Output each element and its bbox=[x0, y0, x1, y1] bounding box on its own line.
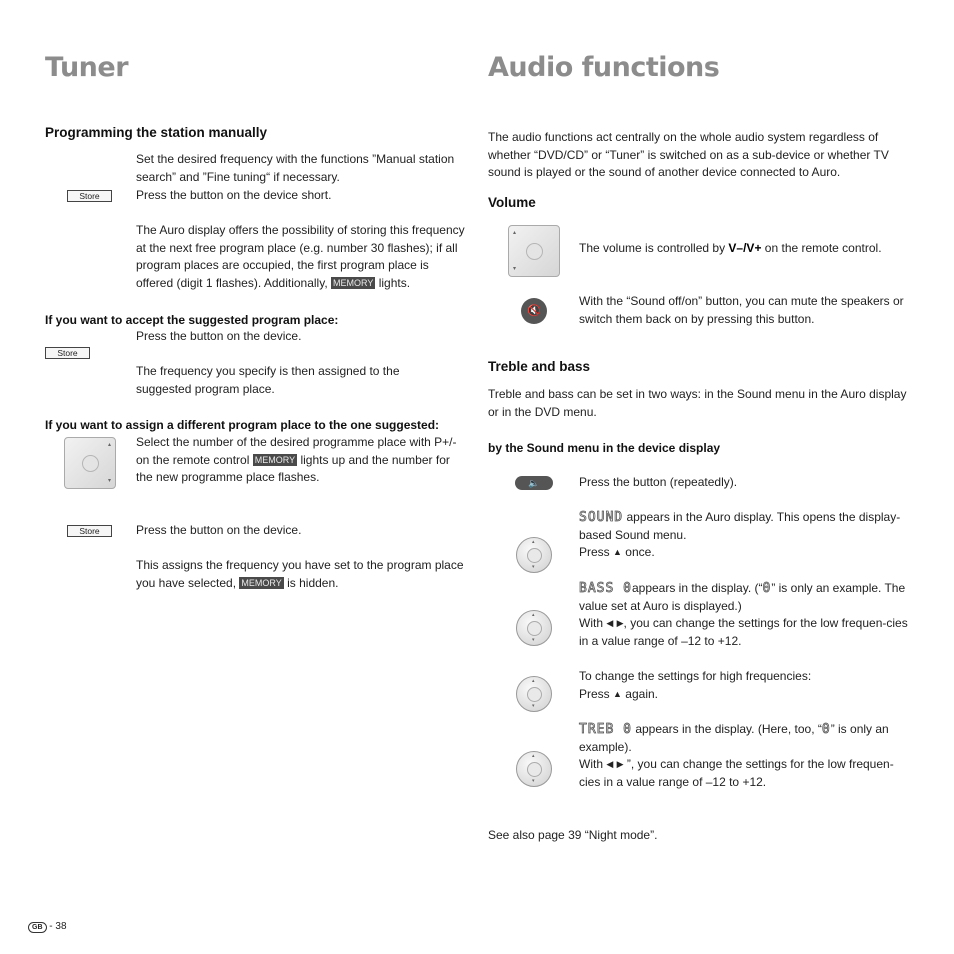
para-auro-display-b: lights. bbox=[378, 275, 411, 290]
treble-bass-heading: Treble and bass bbox=[488, 359, 591, 374]
speaker-icon: 🔈 bbox=[528, 478, 540, 488]
treb-text-a: appears in the display. (Here, too, “ bbox=[635, 722, 822, 736]
remote-ok-button bbox=[527, 548, 542, 563]
treble-bass-text: Treble and bass can be set in two ways: in the Sound menu in the Auro display or in the DVD menu. bbox=[488, 387, 907, 419]
press-short-text: Press the button on the device short. bbox=[136, 188, 332, 202]
treb-with-text: ”, you can change the settings for the low frequen-cies in a value range of –12 to +12. bbox=[579, 757, 894, 789]
audio-functions-title: Audio functions bbox=[488, 52, 720, 83]
once-word: once. bbox=[625, 545, 655, 560]
triangle-up-icon: ▲ bbox=[613, 688, 622, 699]
bass-with-text: , you can change the settings for the low frequen-cies in a value range of –12 to +12. bbox=[579, 616, 908, 648]
remote-navigation-image bbox=[516, 610, 552, 646]
audio-intro: The audio functions act centrally on the whole audio system regardless of whether “DVD/CD” or “Tuner” is switched on as a sub-device or whether TV sound is played or the sound of another device connected to Auro. bbox=[488, 130, 889, 180]
remote-control-image bbox=[508, 225, 560, 277]
sound-button[interactable] bbox=[515, 476, 553, 490]
sound-menu-text bbox=[579, 509, 904, 562]
remote-up-mark-icon: ▴ bbox=[532, 678, 535, 684]
remote-mark-icon: ▴ bbox=[107, 442, 111, 448]
lcd-sound: SOUND bbox=[579, 510, 624, 525]
accept-heading: If you want to accept the suggested program place: bbox=[45, 313, 339, 327]
remote-ok-button bbox=[527, 762, 542, 777]
with-word: With bbox=[579, 616, 603, 631]
volume-text-a: The volume is controlled by bbox=[579, 241, 726, 255]
programming-heading: Programming the station manually bbox=[45, 125, 268, 140]
remote-up-mark-icon: ▴ bbox=[532, 539, 535, 545]
para-assigns-frequency-a: This assigns the frequency you have set to the program place you have selected, bbox=[136, 558, 464, 590]
remote-up-mark-icon: ▴ bbox=[532, 753, 535, 759]
volume-text bbox=[579, 240, 882, 258]
remote-navigation-image bbox=[516, 676, 552, 712]
para-frequency-assigned: The frequency you specify is then assigned to the suggested program place. bbox=[136, 364, 400, 396]
page-number: - 38 bbox=[49, 921, 67, 932]
store-button[interactable]: Store bbox=[67, 190, 112, 202]
remote-control-image bbox=[64, 437, 116, 489]
memory-indicator: MEMORY bbox=[333, 277, 374, 288]
press-word: Press bbox=[579, 686, 610, 701]
bass-text-b: ” is only an example. The value set at Auro is displayed.) bbox=[579, 581, 906, 613]
page-footer bbox=[28, 921, 67, 933]
triangle-right-icon: ▶ bbox=[616, 759, 624, 770]
high-text: To change the settings for high frequencies: bbox=[579, 669, 812, 683]
remote-ok-button bbox=[526, 243, 543, 260]
triangle-right-icon: ▶ bbox=[616, 618, 624, 629]
para-select-number bbox=[136, 434, 468, 487]
mute-speaker-icon: 🔇 bbox=[527, 305, 541, 317]
para-assigns-frequency-b: is hidden. bbox=[287, 575, 339, 590]
volume-heading: Volume bbox=[488, 195, 536, 210]
treb-text bbox=[579, 721, 911, 791]
high-frequency-text bbox=[579, 668, 909, 703]
tuner-title: Tuner bbox=[45, 52, 129, 83]
triangle-left-icon: ◀ bbox=[606, 759, 614, 770]
press-repeatedly-text: Press the button (repeatedly). bbox=[579, 475, 738, 489]
para-select-number-a: Select the number of the desired programme place with P+/- on the remote control bbox=[136, 435, 457, 467]
para-assigns-frequency bbox=[136, 557, 466, 592]
para-select-number-b: lights up and the number for the new programme place flashes. bbox=[136, 452, 450, 485]
remote-mark-icon: ▾ bbox=[513, 266, 517, 272]
remote-down-mark-icon: ▾ bbox=[532, 637, 535, 643]
remote-down-mark-icon: ▾ bbox=[532, 703, 535, 709]
assign-different-heading: If you want to assign a different program place to the one suggested: bbox=[45, 418, 440, 432]
lcd-zero: 0 bbox=[762, 581, 772, 596]
para-set-frequency: Set the desired frequency with the functions ”Manual station search” and ”Fine tuning“ if necessary. bbox=[136, 152, 455, 184]
bass-text-a: appears in the display. (“ bbox=[631, 581, 763, 595]
again-word: again. bbox=[625, 686, 658, 701]
store-button[interactable]: Store bbox=[67, 525, 112, 537]
sound-text: appears in the Auro display. This opens the display-based Sound menu. bbox=[579, 510, 901, 542]
press-device-text-2: Press the button on the device. bbox=[136, 523, 302, 537]
remote-navigation-image bbox=[516, 537, 552, 573]
mute-text: With the “Sound off/on” button, you can mute the speakers or switch them back on by pressing this button. bbox=[579, 294, 904, 326]
para-auro-display-a: The Auro display offers the possibility of storing this frequency at the next free program place (e.g. number 30 flashes); if all program places are occupied, the first program place is offered (digit 1 flashes). Additionally, bbox=[136, 223, 465, 290]
memory-indicator: MEMORY bbox=[254, 454, 296, 465]
para-auro-display bbox=[136, 222, 466, 292]
remote-down-mark-icon: ▾ bbox=[532, 564, 535, 570]
treb-text-b: ” is only an example). bbox=[579, 722, 889, 754]
remote-ok-button bbox=[82, 455, 99, 472]
remote-down-mark-icon: ▾ bbox=[532, 778, 535, 784]
triangle-left-icon: ◀ bbox=[606, 618, 614, 629]
sound-menu-heading: by the Sound menu in the device display bbox=[488, 441, 721, 455]
lcd-treb: TREB 0 bbox=[579, 722, 632, 737]
with-word: With bbox=[579, 757, 603, 772]
remote-navigation-image bbox=[516, 751, 552, 787]
see-also-text: See also page 39 “Night mode”. bbox=[488, 828, 658, 842]
remote-mark-icon: ▴ bbox=[513, 230, 517, 236]
remote-ok-button bbox=[527, 687, 542, 702]
store-button[interactable]: Store bbox=[45, 347, 90, 359]
lcd-bass: BASS 0 bbox=[579, 581, 632, 596]
volume-keys: V–/V+ bbox=[728, 241, 762, 255]
remote-mark-icon: ▾ bbox=[107, 478, 111, 484]
bass-text bbox=[579, 580, 909, 650]
volume-text-b: on the remote control. bbox=[764, 241, 882, 255]
lcd-zero: 0 bbox=[821, 722, 831, 737]
press-word: Press bbox=[579, 545, 610, 560]
memory-indicator: MEMORY bbox=[241, 577, 282, 588]
remote-up-mark-icon: ▴ bbox=[532, 612, 535, 618]
country-badge: GB bbox=[28, 922, 47, 933]
mute-button[interactable] bbox=[521, 298, 547, 324]
triangle-up-icon: ▲ bbox=[613, 547, 622, 558]
press-device-text: Press the button on the device. bbox=[136, 329, 302, 343]
remote-ok-button bbox=[527, 621, 542, 636]
